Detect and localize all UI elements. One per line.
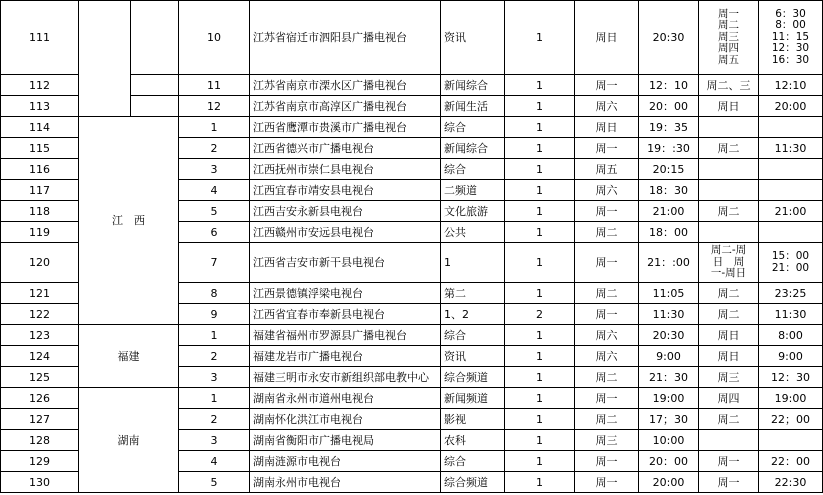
first-day: 周日 bbox=[575, 1, 639, 75]
station-name: 江西省宜春市奉新县电视台 bbox=[250, 304, 441, 325]
row-number: 128 bbox=[1, 430, 79, 451]
rerun-time-line: 12：30 bbox=[771, 42, 810, 55]
first-day: 周一 bbox=[575, 75, 639, 96]
sequence-number: 1 bbox=[179, 117, 250, 138]
row-number: 130 bbox=[1, 472, 79, 493]
station-name: 湖南省永州市道州电视台 bbox=[250, 388, 441, 409]
rerun-time bbox=[759, 243, 823, 283]
sequence-number: 11 bbox=[179, 75, 250, 96]
first-day: 周三 bbox=[575, 430, 639, 451]
broadcast-count: 1 bbox=[505, 367, 575, 388]
rerun-time-lines bbox=[762, 9, 819, 67]
rerun-day-line: 周一 bbox=[718, 7, 739, 20]
row-number: 129 bbox=[1, 451, 79, 472]
channel-type: 公共 bbox=[441, 222, 505, 243]
sequence-number: 6 bbox=[179, 222, 250, 243]
rerun-time: 21:00 bbox=[759, 201, 823, 222]
row-number: 111 bbox=[1, 1, 79, 75]
row-number: 121 bbox=[1, 283, 79, 304]
first-day: 周一 bbox=[575, 201, 639, 222]
sequence-number: 2 bbox=[179, 138, 250, 159]
channel-type: 第二 bbox=[441, 283, 505, 304]
rerun-time: 8:00 bbox=[759, 325, 823, 346]
rerun-time: 11:30 bbox=[759, 138, 823, 159]
rerun-day bbox=[699, 430, 759, 451]
broadcast-count: 1 bbox=[505, 472, 575, 493]
first-time: 12：10 bbox=[639, 75, 699, 96]
first-time: 18：00 bbox=[639, 222, 699, 243]
rerun-time bbox=[759, 159, 823, 180]
rerun-day: 周二 bbox=[699, 283, 759, 304]
first-day: 周日 bbox=[575, 117, 639, 138]
blank-cell bbox=[131, 1, 179, 75]
station-name: 福建龙岩市广播电视台 bbox=[250, 346, 441, 367]
channel-type: 影视 bbox=[441, 409, 505, 430]
first-day: 周六 bbox=[575, 346, 639, 367]
rerun-day bbox=[699, 159, 759, 180]
first-day: 周六 bbox=[575, 96, 639, 117]
channel-type: 综合 bbox=[441, 451, 505, 472]
channel-type: 新闻生活 bbox=[441, 96, 505, 117]
first-day: 周一 bbox=[575, 138, 639, 159]
rerun-time: 22；00 bbox=[759, 409, 823, 430]
first-day: 周一 bbox=[575, 243, 639, 283]
rerun-time bbox=[759, 222, 823, 243]
rerun-time: 9:00 bbox=[759, 346, 823, 367]
broadcast-count: 1 bbox=[505, 222, 575, 243]
rerun-time-lines bbox=[762, 251, 819, 274]
rerun-time-line: 15：00 bbox=[771, 250, 810, 262]
row-number: 126 bbox=[1, 388, 79, 409]
channel-type: 文化旅游 bbox=[441, 201, 505, 222]
rerun-day: 周日 bbox=[699, 346, 759, 367]
row-number: 112 bbox=[1, 75, 79, 96]
first-day: 周一 bbox=[575, 304, 639, 325]
sequence-number: 1 bbox=[179, 388, 250, 409]
rerun-time bbox=[759, 117, 823, 138]
sequence-number: 2 bbox=[179, 409, 250, 430]
channel-type: 1 bbox=[441, 243, 505, 283]
row-number: 116 bbox=[1, 159, 79, 180]
rerun-time: 22:30 bbox=[759, 472, 823, 493]
rerun-time-line: 16：30 bbox=[771, 53, 810, 66]
station-name: 福建省福州市罗源县广播电视台 bbox=[250, 325, 441, 346]
rerun-time bbox=[759, 1, 823, 75]
first-time: 19：35 bbox=[639, 117, 699, 138]
broadcast-count: 1 bbox=[505, 325, 575, 346]
rerun-time: 23:25 bbox=[759, 283, 823, 304]
first-time: 17；30 bbox=[639, 409, 699, 430]
first-time: 11:05 bbox=[639, 283, 699, 304]
rerun-time-line: 11：15 bbox=[771, 30, 810, 43]
province-label: 江 西 bbox=[79, 117, 179, 325]
station-name: 湖南省衡阳市广播电视局 bbox=[250, 430, 441, 451]
table-row bbox=[1, 117, 823, 138]
rerun-day bbox=[699, 117, 759, 138]
station-name: 江西赣州市安远县电视台 bbox=[250, 222, 441, 243]
rerun-time: 12：30 bbox=[759, 367, 823, 388]
rerun-day: 周日 bbox=[699, 325, 759, 346]
row-number: 114 bbox=[1, 117, 79, 138]
sequence-number: 10 bbox=[179, 1, 250, 75]
row-number: 125 bbox=[1, 367, 79, 388]
first-day: 周六 bbox=[575, 180, 639, 201]
broadcast-count: 1 bbox=[505, 430, 575, 451]
row-number: 117 bbox=[1, 180, 79, 201]
first-time: 21：:00 bbox=[639, 243, 699, 283]
station-name: 江西宜春市靖安县电视台 bbox=[250, 180, 441, 201]
station-name: 江苏省宿迁市泗阳县广播电视台 bbox=[250, 1, 441, 75]
rerun-day: 周日 bbox=[699, 96, 759, 117]
sequence-number: 3 bbox=[179, 159, 250, 180]
first-time: 21:00 bbox=[639, 201, 699, 222]
broadcast-count: 1 bbox=[505, 1, 575, 75]
station-name: 江西省鹰潭市贵溪市广播电视台 bbox=[250, 117, 441, 138]
row-number: 127 bbox=[1, 409, 79, 430]
rerun-day-line: 一-周日 bbox=[710, 267, 747, 280]
first-day: 周二 bbox=[575, 222, 639, 243]
sequence-number: 2 bbox=[179, 346, 250, 367]
sequence-number: 3 bbox=[179, 430, 250, 451]
broadcast-count: 1 bbox=[505, 180, 575, 201]
rerun-day-line: 日 周 bbox=[712, 255, 745, 268]
sequence-number: 9 bbox=[179, 304, 250, 325]
rerun-day-line: 周三 bbox=[718, 30, 739, 43]
row-number: 118 bbox=[1, 201, 79, 222]
province-label: 湖南 bbox=[79, 388, 179, 493]
broadcast-count: 1 bbox=[505, 75, 575, 96]
sequence-number: 3 bbox=[179, 367, 250, 388]
rerun-time: 19:00 bbox=[759, 388, 823, 409]
channel-type: 新闻频道 bbox=[441, 388, 505, 409]
rerun-day: 周二 bbox=[699, 304, 759, 325]
station-name: 湖南永州市电视台 bbox=[250, 472, 441, 493]
row-number: 120 bbox=[1, 243, 79, 283]
rerun-time bbox=[759, 430, 823, 451]
rerun-day bbox=[699, 1, 759, 75]
broadcast-count: 1 bbox=[505, 138, 575, 159]
channel-type: 综合 bbox=[441, 117, 505, 138]
station-name: 江西景德镇浮梁电视台 bbox=[250, 283, 441, 304]
broadcast-count: 2 bbox=[505, 304, 575, 325]
first-time: 20:30 bbox=[639, 325, 699, 346]
table-row bbox=[1, 1, 823, 75]
first-day: 周一 bbox=[575, 472, 639, 493]
row-number: 113 bbox=[1, 96, 79, 117]
first-time: 20:15 bbox=[639, 159, 699, 180]
rerun-time: 22：00 bbox=[759, 451, 823, 472]
blank-cell bbox=[131, 96, 179, 117]
first-day: 周一 bbox=[575, 451, 639, 472]
channel-type: 资讯 bbox=[441, 346, 505, 367]
row-number: 122 bbox=[1, 304, 79, 325]
rerun-day: 周一 bbox=[699, 472, 759, 493]
first-time: 11:30 bbox=[639, 304, 699, 325]
rerun-day: 周一 bbox=[699, 451, 759, 472]
row-number: 115 bbox=[1, 138, 79, 159]
station-name: 江西吉安永新县电视台 bbox=[250, 201, 441, 222]
rerun-day: 周三 bbox=[699, 367, 759, 388]
rerun-day-line: 周二 bbox=[718, 19, 739, 32]
channel-type: 综合 bbox=[441, 325, 505, 346]
rerun-day-line: 周二-周 bbox=[710, 244, 747, 257]
channel-type: 农科 bbox=[441, 430, 505, 451]
rerun-day-lines bbox=[702, 245, 755, 280]
first-day: 周二 bbox=[575, 409, 639, 430]
channel-type: 综合频道 bbox=[441, 472, 505, 493]
rerun-day-line: 周四 bbox=[718, 42, 739, 55]
sequence-number: 5 bbox=[179, 472, 250, 493]
table-row bbox=[1, 325, 823, 346]
first-time: 19：:30 bbox=[639, 138, 699, 159]
sequence-number: 1 bbox=[179, 325, 250, 346]
sequence-number: 12 bbox=[179, 96, 250, 117]
channel-type: 资讯 bbox=[441, 1, 505, 75]
broadcast-count: 1 bbox=[505, 283, 575, 304]
channel-type: 综合 bbox=[441, 159, 505, 180]
province-label: 福建 bbox=[79, 325, 179, 388]
row-number: 124 bbox=[1, 346, 79, 367]
rerun-time: 12:10 bbox=[759, 75, 823, 96]
sequence-number: 5 bbox=[179, 201, 250, 222]
rerun-day-lines bbox=[702, 9, 755, 67]
first-time: 18：30 bbox=[639, 180, 699, 201]
rerun-time-line: 8：00 bbox=[775, 19, 806, 32]
blank-cell bbox=[131, 75, 179, 96]
first-day: 周二 bbox=[575, 283, 639, 304]
table-row bbox=[1, 388, 823, 409]
rerun-day bbox=[699, 222, 759, 243]
first-day: 周五 bbox=[575, 159, 639, 180]
first-time: 21：30 bbox=[639, 367, 699, 388]
station-name: 江西抚州市崇仁县电视台 bbox=[250, 159, 441, 180]
first-time: 10:00 bbox=[639, 430, 699, 451]
first-time: 20:30 bbox=[639, 1, 699, 75]
sequence-number: 7 bbox=[179, 243, 250, 283]
broadcast-count: 1 bbox=[505, 409, 575, 430]
rerun-day bbox=[699, 180, 759, 201]
station-name: 湖南涟源市电视台 bbox=[250, 451, 441, 472]
first-day: 周六 bbox=[575, 325, 639, 346]
station-name: 湖南怀化洪江市电视台 bbox=[250, 409, 441, 430]
first-time: 9:00 bbox=[639, 346, 699, 367]
broadcast-count: 1 bbox=[505, 243, 575, 283]
station-name: 江西省吉安市新干县电视台 bbox=[250, 243, 441, 283]
broadcast-count: 1 bbox=[505, 117, 575, 138]
station-name: 江苏省南京市高淳区广播电视台 bbox=[250, 96, 441, 117]
station-name: 江苏省南京市溧水区广播电视台 bbox=[250, 75, 441, 96]
rerun-day bbox=[699, 243, 759, 283]
rerun-day: 周二、三 bbox=[699, 75, 759, 96]
channel-type: 1、2 bbox=[441, 304, 505, 325]
blank-cell bbox=[79, 1, 131, 117]
rerun-time: 11:30 bbox=[759, 304, 823, 325]
first-time: 20：00 bbox=[639, 96, 699, 117]
channel-type: 新闻综合 bbox=[441, 138, 505, 159]
channel-type: 二频道 bbox=[441, 180, 505, 201]
broadcast-count: 1 bbox=[505, 96, 575, 117]
broadcast-count: 1 bbox=[505, 451, 575, 472]
broadcast-count: 1 bbox=[505, 346, 575, 367]
first-time: 19:00 bbox=[639, 388, 699, 409]
broadcast-count: 1 bbox=[505, 201, 575, 222]
station-name: 江西省德兴市广播电视台 bbox=[250, 138, 441, 159]
rerun-day: 周四 bbox=[699, 388, 759, 409]
station-name: 福建三明市永安市新组织部电教中心 bbox=[250, 367, 441, 388]
first-day: 周二 bbox=[575, 367, 639, 388]
row-number: 123 bbox=[1, 325, 79, 346]
broadcast-count: 1 bbox=[505, 159, 575, 180]
rerun-time-line: 21：00 bbox=[771, 261, 810, 274]
first-time: 20：00 bbox=[639, 451, 699, 472]
first-day: 周一 bbox=[575, 388, 639, 409]
sequence-number: 4 bbox=[179, 451, 250, 472]
rerun-day: 周二 bbox=[699, 201, 759, 222]
rerun-day: 周二 bbox=[699, 409, 759, 430]
rerun-time: 20:00 bbox=[759, 96, 823, 117]
sequence-number: 4 bbox=[179, 180, 250, 201]
row-number: 119 bbox=[1, 222, 79, 243]
channel-type: 新闻综合 bbox=[441, 75, 505, 96]
rerun-time bbox=[759, 180, 823, 201]
first-time: 20:00 bbox=[639, 472, 699, 493]
broadcast-count: 1 bbox=[505, 388, 575, 409]
sequence-number: 8 bbox=[179, 283, 250, 304]
rerun-day-line: 周五 bbox=[718, 53, 739, 66]
rerun-day: 周二 bbox=[699, 138, 759, 159]
channel-type: 综合频道 bbox=[441, 367, 505, 388]
rerun-time-line: 6：30 bbox=[775, 7, 806, 20]
